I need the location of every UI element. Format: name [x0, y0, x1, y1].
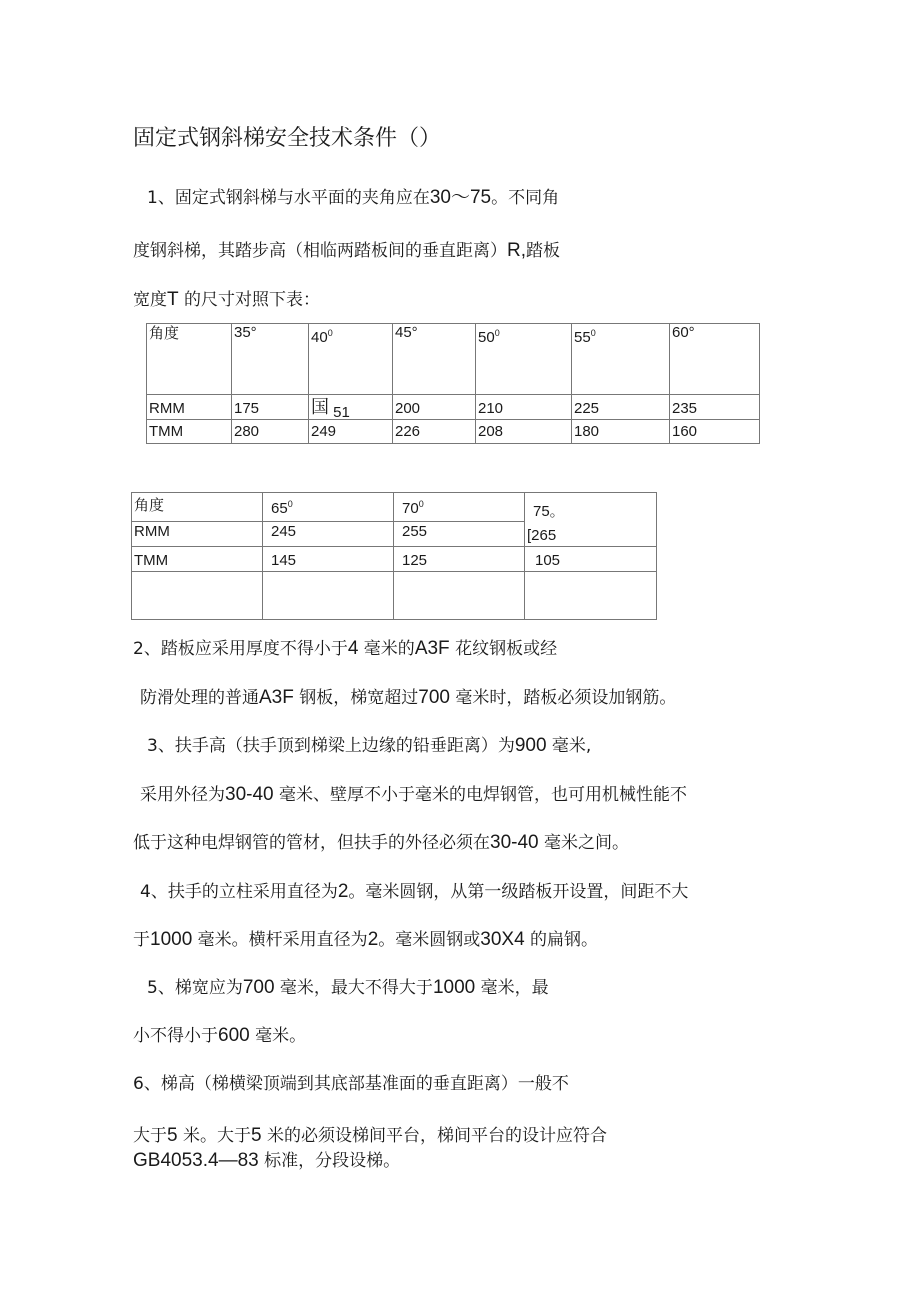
- table2-empty-row: [132, 571, 657, 619]
- p6-line-1: 6、梯高（梯横梁顶端到其底部基准面的垂直距离）一般不: [133, 1074, 569, 1094]
- table2-cell: 105: [525, 546, 657, 571]
- p4-line-2: 于1000 毫米。横杆采用直径为2。毫米圆钢或30X4 的扁钢。: [133, 929, 599, 950]
- table1-cell: 208: [476, 420, 572, 444]
- table2-cell: [265: [525, 521, 657, 546]
- table2-cell: [132, 571, 263, 619]
- table2-header-cell: 75。: [525, 493, 657, 522]
- table2-header-row: [132, 493, 657, 522]
- p1-line-3: 宽度T 的尺寸对照下表：: [133, 289, 321, 310]
- angle-table-2: [131, 492, 657, 620]
- p3-line-1: 3、扶手高（扶手顶到梯梁上边缘的铅垂距离）为900 毫米,: [147, 735, 592, 756]
- table2-header-cell: $70^0$: [394, 493, 525, 522]
- table2-cell: [525, 571, 657, 619]
- p6-line-3: GB4053.4—83 标准，分段设梯。: [133, 1150, 401, 1171]
- table1-header-cell: 60°: [670, 324, 760, 395]
- table1-cell: 175: [232, 395, 309, 420]
- p5-line-1: 5、梯宽应为700 毫米，最大不得大于1000 毫米，最: [147, 977, 549, 998]
- table1-header-cell: $55^0$: [572, 324, 670, 395]
- table1-cell: 225: [572, 395, 670, 420]
- table1-cell: 国 51: [309, 395, 393, 420]
- p6-line-2: 大于5 米。大于5 米的必须设梯间平台，梯间平台的设计应符合: [133, 1125, 607, 1146]
- table2-tmm-row: [132, 546, 657, 571]
- table1-header-cell: 45°: [393, 324, 476, 395]
- table2-cell: 145: [263, 546, 394, 571]
- table1-cell: RMM: [147, 395, 232, 420]
- p1-line-2: 度钢斜梯，其踏步高（相临两踏板间的垂直距离）R,踏板: [133, 240, 560, 261]
- table1-header-cell: $40^0$: [309, 324, 393, 395]
- table2-header-cell: 角度: [132, 493, 263, 522]
- table1-rmm-row: [147, 395, 760, 420]
- p4-line-1: 4、扶手的立柱采用直径为2。毫米圆钢，从第一级踏板开设置，间距不大: [140, 881, 689, 902]
- p5-line-2: 小不得小于600 毫米。: [133, 1025, 307, 1046]
- table1-header-row: [147, 324, 760, 395]
- p1-line-1: 1、固定式钢斜梯与水平面的夹角应在30〜75。不同角: [147, 187, 560, 208]
- angle-table-1: [146, 323, 760, 444]
- table1-cell: 249: [309, 420, 393, 444]
- table1-tmm-row: [147, 420, 760, 444]
- page-title: 固定式钢斜梯安全技术条件（）: [133, 126, 442, 151]
- p3-line-2: 采用外径为30-40 毫米、壁厚不小于毫米的电焊钢管，也可用机械性能不: [140, 784, 688, 805]
- table2-cell: RMM: [132, 521, 263, 546]
- table1-cell: 210: [476, 395, 572, 420]
- table1-cell: 280: [232, 420, 309, 444]
- p2-line-2: 防滑处理的普通A3F 钢板，梯宽超过700 毫米时，踏板必须设加钢筋。: [140, 687, 677, 708]
- table1-cell: 180: [572, 420, 670, 444]
- table2-header-cell: $65^0$: [263, 493, 394, 522]
- p2-line-1: 2、踏板应采用厚度不得小于4 毫米的A3F 花纹钢板或经: [133, 638, 558, 659]
- table1-cell: 235: [670, 395, 760, 420]
- table2-cell: 245: [263, 521, 394, 546]
- table1-cell: 160: [670, 420, 760, 444]
- table2-cell: [263, 571, 394, 619]
- table2-cell: 125: [394, 546, 525, 571]
- table2-cell: [394, 571, 525, 619]
- table1-header-cell: 角度: [147, 324, 232, 395]
- table2-cell: TMM: [132, 546, 263, 571]
- table2-rmm-row: [132, 521, 657, 546]
- p3-line-3: 低于这种电焊钢管的管材，但扶手的外径必须在30-40 毫米之间。: [133, 832, 630, 853]
- table2-cell: 255: [394, 521, 525, 546]
- table1-cell: 200: [393, 395, 476, 420]
- table1-header-cell: 35°: [232, 324, 309, 395]
- table1-cell: TMM: [147, 420, 232, 444]
- table1-header-cell: $50^0$: [476, 324, 572, 395]
- table1-cell: 226: [393, 420, 476, 444]
